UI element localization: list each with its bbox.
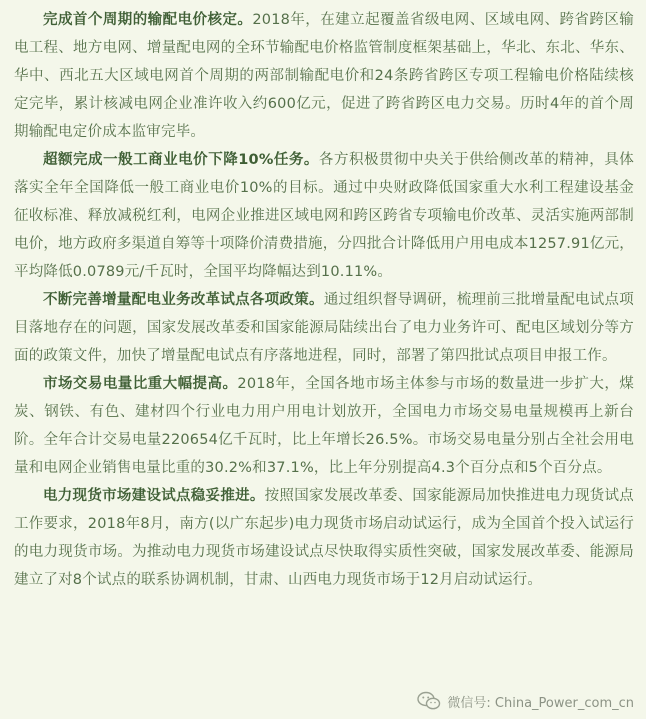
paragraph-lead: 完成首个周期的输配电价核定。 <box>43 12 253 28</box>
paragraph-text: 2018年，在建立起覆盖省级电网、区域电网、跨省跨区输电工程、地方电网、增量配电网的全环节输配电价格监管制度框架基础上，华北、东北、华东、华中、西北五大区域电网首个周期的两部制输配电价和24条跨省跨区专项工程输电价格陆续核定完毕，累计核减电网企业准许收入约600亿元，促进了跨省跨区电力交易。历时4年的首个周期输配电定价成本监审完毕。 <box>14 12 634 140</box>
paragraph-price-verification <box>14 6 634 146</box>
paragraph-lead: 市场交易电量比重大幅提高。 <box>43 376 238 392</box>
wechat-watermark <box>417 691 634 711</box>
wechat-icon <box>417 691 441 711</box>
article-body <box>14 6 634 594</box>
paragraph-lead: 超额完成一般工商业电价下降10%任务。 <box>43 152 319 168</box>
paragraph-distribution-pilot <box>14 286 634 370</box>
paragraph-spot-market <box>14 482 634 594</box>
paragraph-text: 2018年，全国各地市场主体参与市场的数量进一步扩大，煤炭、钢铁、有色、建材四个行业电力用户用电计划放开，全国电力市场交易电量规模再上新台阶。全年合计交易电量220654亿千瓦时，比上年增长26.5%。市场交易电量分别占全社会用电量和电网企业销售电量比重的30.2%和37.1%，比上年分别提高4.3个百分点和5个百分点。 <box>14 376 634 476</box>
paragraph-text: 各方积极贯彻中央关于供给侧改革的精神，具体落实全年全国降低一般工商业电价10%的目标。通过中央财政降低国家重大水利工程建设基金征收标准、释放减税红利，电网企业推进区域电网和跨区跨省专项输电价改革、灵活实施两部制电价，地方政府多渠道自筹等十项降价清费措施，分四批合计降低用户用电成本1257.91亿元，平均降低0.0789元/千瓦时，全国平均降幅达到10.11%。 <box>14 152 634 280</box>
watermark-text: 微信号: China_Power_com_cn <box>447 695 634 711</box>
paragraph-text: 按照国家发展改革委、国家能源局加快推进电力现货试点工作要求，2018年8月，南方(以广东起步)电力现货市场启动试运行，成为全国首个投入试运行的电力现货市场。为推动电力现货市场建设试点尽快取得实质性突破，国家发展改革委、能源局建立了对8个试点的联系协调机制，甘肃、山西电力现货市场于12月启动试运行。 <box>14 488 635 588</box>
paragraph-lead: 电力现货市场建设试点稳妥推进。 <box>43 488 265 504</box>
paragraph-lead: 不断完善增量配电业务改革试点各项政策。 <box>43 292 324 308</box>
paragraph-price-reduction <box>14 146 634 286</box>
paragraph-market-trading <box>14 370 634 482</box>
paragraph-text: 通过组织督导调研，梳理前三批增量配电试点项目落地存在的问题，国家发展改革委和国家能源局陆续出台了电力业务许可、配电区域划分等方面的政策文件，加快了增量配电试点有序落地进程，同时，部署了第四批试点项目申报工作。 <box>14 292 634 364</box>
